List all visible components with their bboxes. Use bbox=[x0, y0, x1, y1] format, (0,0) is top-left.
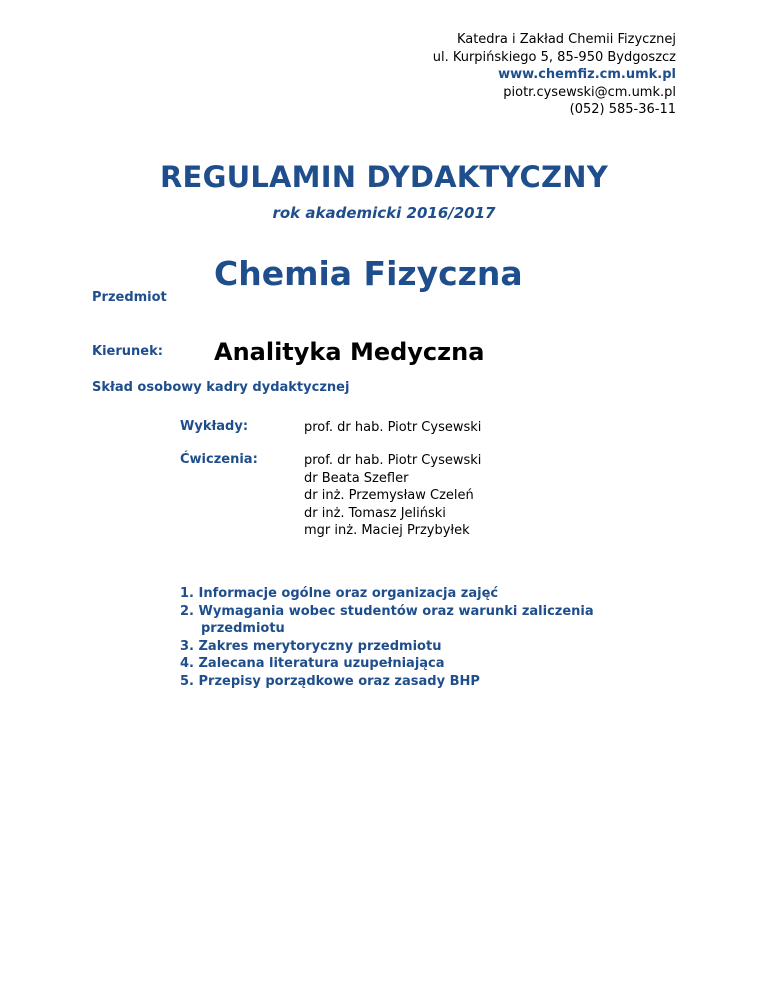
toc-item[interactable]: 5. Przepisy porządkowe oraz zasady BHP bbox=[180, 673, 480, 689]
phone-number: (052) 585-36-11 bbox=[569, 102, 676, 117]
toc-item[interactable]: 1. Informacje ogólne oraz organizacja zajęć bbox=[180, 586, 499, 601]
staff-name: mgr inż. Maciej Przybyłek bbox=[304, 523, 470, 538]
staff-name: prof. dr hab. Piotr Cysewski bbox=[304, 420, 482, 435]
department-contact-block bbox=[433, 31, 676, 119]
table-of-contents bbox=[180, 585, 650, 690]
exercises-staff-list bbox=[304, 452, 481, 540]
document-title: REGULAMIN DYDAKTYCZNY bbox=[160, 160, 608, 194]
subject-name: Chemia Fizyczna bbox=[214, 254, 523, 293]
toc-item[interactable]: 2. Wymagania wobec studentów oraz warunki zaliczenia przedmiotu bbox=[180, 603, 594, 636]
staff-name: prof. dr hab. Piotr Cysewski bbox=[304, 453, 482, 468]
toc-item[interactable]: 3. Zakres merytoryczny przedmiotu bbox=[180, 638, 442, 654]
field-of-study-label: Kierunek: bbox=[92, 344, 163, 359]
teaching-staff-heading: Skład osobowy kadry dydaktycznej bbox=[92, 380, 350, 395]
toc-item[interactable]: 4. Zalecana literatura uzupełniająca bbox=[180, 656, 445, 671]
field-of-study-name: Analityka Medyczna bbox=[214, 338, 485, 366]
website-link[interactable]: www.chemfiz.cm.umk.pl bbox=[498, 67, 676, 82]
academic-year: rok akademicki 2016/2017 bbox=[272, 204, 496, 222]
department-name: Katedra i Zakład Chemii Fizycznej bbox=[456, 32, 676, 47]
exercises-label: Ćwiczenia: bbox=[180, 452, 258, 467]
lectures-staff-list bbox=[304, 419, 481, 437]
staff-name: dr inż. Tomasz Jeliński bbox=[304, 505, 446, 521]
staff-name: dr inż. Przemysław Czeleń bbox=[304, 488, 474, 503]
subject-label: Przedmiot bbox=[92, 290, 167, 305]
lectures-label: Wykłady: bbox=[180, 419, 249, 434]
department-address: ul. Kurpińskiego 5, 85-950 Bydgoszcz bbox=[432, 49, 676, 65]
email-address[interactable]: piotr.cysewski@cm.umk.pl bbox=[503, 84, 676, 100]
staff-name: dr Beata Szefler bbox=[304, 470, 409, 486]
